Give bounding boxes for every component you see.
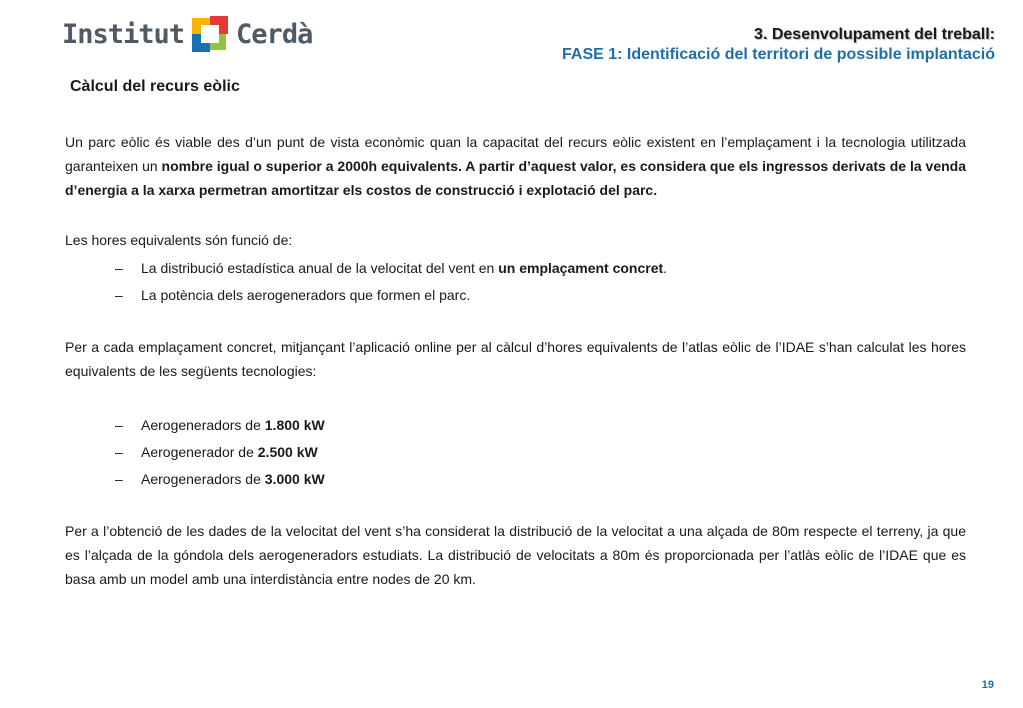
section-title: Càlcul del recurs eòlic <box>70 78 240 95</box>
list-item-text: La potència dels aerogeneradors que formen el parc. <box>141 287 471 303</box>
list-dash: – <box>115 417 123 433</box>
factors-list <box>65 255 966 309</box>
list-item <box>65 412 966 439</box>
logo-right-word: Cerdà <box>236 18 313 50</box>
paragraph-1-bold: nombre igual o superior a 2000h equivalents. A partir d’aquest valor, es considera que els ingressos derivats de la venda d’energia a la xarxa permetran amortitzar els costos de construcció i explotació del parc. <box>65 158 966 198</box>
page-header <box>562 26 995 64</box>
list-item <box>65 255 966 282</box>
list-item <box>65 439 966 466</box>
list-item-text: Aerogenerador de <box>141 444 258 460</box>
header-title: 3. Desenvolupament del treball: <box>754 26 995 43</box>
list-item-bold: un emplaçament concret <box>498 260 664 276</box>
list-item-bold: 2.500 kW <box>257 444 318 460</box>
list-item-bold: 3.000 kW <box>264 471 325 487</box>
list-item-end: . <box>663 260 668 276</box>
institut-cerda-logo <box>62 14 312 54</box>
list-item-text: La distribució estadística anual de la velocitat del vent en <box>141 260 499 276</box>
list-dash: – <box>115 444 123 460</box>
list-item <box>65 466 966 493</box>
body-text <box>65 130 966 591</box>
list-item-text: Aerogeneradors de <box>141 471 265 487</box>
list-item-bold: 1.800 kW <box>264 417 325 433</box>
logo-mark-icon <box>190 14 230 54</box>
list-dash: – <box>115 287 123 303</box>
list-dash: – <box>115 471 123 487</box>
paragraph-2: Les hores equivalents són funció de: <box>65 232 293 248</box>
paragraph-3: Per a cada emplaçament concret, mitjançant l’aplicació online per al càlcul d’hores equivalents de l’atlas eòlic de l’IDAE s’han calculat les hores equivalents de les següents tecnologies: <box>65 339 966 379</box>
list-item-text: Aerogeneradors de <box>141 417 265 433</box>
logo-left-word: Institut <box>62 18 185 50</box>
paragraph-1-text: Un parc eòlic és viable des d’un punt de vista econòmic quan la capacitat del recurs eòlic existent en l’emplaçament i la tecnologia utilitzada garanteixen un <box>65 134 966 174</box>
technologies-list <box>65 412 966 493</box>
page-number: 19 <box>981 679 994 691</box>
list-item <box>65 282 966 309</box>
header-subtitle: FASE 1: Identificació del territori de possible implantació <box>562 46 995 63</box>
list-dash: – <box>115 260 123 276</box>
paragraph-1 <box>65 130 966 202</box>
paragraph-4: Per a l’obtenció de les dades de la velocitat del vent s’ha considerat la distribució de la velocitat a una alçada de 80m respecte el terreny, ja que es l’alçada de la góndola dels aerogeneradors estudiats. La distribució de velocitats a 80m és proporcionada per l’atlàs eòlic de l’IDAE que es basa amb un model amb una interdistància entre nodes de 20 km. <box>65 523 966 587</box>
